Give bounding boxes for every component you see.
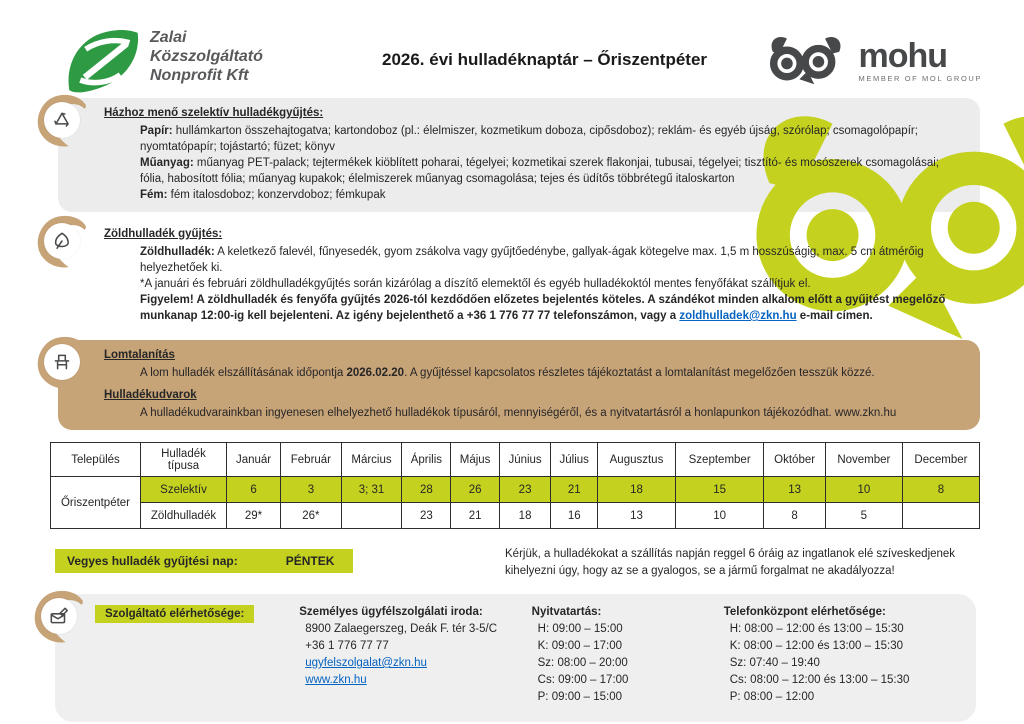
- col-header-month: Július: [551, 443, 598, 477]
- day-cell: 8: [764, 503, 825, 529]
- collection-calendar-table: [50, 442, 980, 529]
- day-cell: 23: [402, 503, 451, 529]
- contact-mail-icon: [48, 605, 70, 627]
- green-attention: Figyelem! A zöldhulladék és fenyőfa gyűjtés 2026-tól kezdődően előzetes bejelentés köteles. A szándékot minden alkalom előtt a gyűjtést megelőző munkanap 12:00-ig kell bejelenteni. Az igény bejelenthető a +36 1 776 77 77 telefonszámon, vagy a zoldhulladek@zkn.hu e-mail címen.: [140, 294, 946, 322]
- day-cell: 29*: [227, 503, 281, 529]
- col-header-month: Március: [341, 443, 402, 477]
- callcenter-hours-line: P: 08:00 – 12:00: [729, 691, 815, 703]
- metal-item: Fém: fém italosdoboz; konzervdoboz; fémkupak: [140, 189, 386, 201]
- office-contact-column: [299, 604, 531, 706]
- settlement-cell: Őriszentpéter: [51, 477, 141, 529]
- section-selective-collection: [58, 98, 980, 212]
- col-header-settlement: Település: [51, 443, 141, 477]
- office-heading: Személyes ügyfélszolgálati iroda:: [299, 606, 483, 618]
- mohu-wordmark: mohu: [858, 36, 948, 75]
- day-cell: [341, 503, 402, 529]
- day-cell: 13: [598, 503, 676, 529]
- waste-type-cell: Zöldhulladék: [141, 503, 227, 529]
- green-description: Zöldhulladék: A keletkező falevél, fűnyesedék, gyom zsákolva vagy gyűjtőedénybe, gallyak-ágak kötegelve max. 1,5 m hosszúságig, max. 5 cm átmérőig helyezhetőek ki.: [140, 246, 924, 274]
- bulky-text: A lom hulladék elszállításának időpontja 2026.02.20. A gyűjtéssel kapcsolatos részletes tájékoztatást a lomtalanítást megelőzően tesszük közzé.: [140, 367, 875, 379]
- opening-hours-line: K: 09:00 – 17:00: [537, 640, 623, 652]
- office-phone: +36 1 776 77 77: [305, 640, 389, 652]
- opening-hours-line: P: 09:00 – 15:00: [537, 691, 623, 703]
- office-website-link[interactable]: www.zkn.hu: [305, 674, 367, 686]
- day-cell: 13: [764, 477, 825, 503]
- mixed-waste-label: Vegyes hulladék gyűjtési nap:: [67, 554, 238, 568]
- callcenter-hours-line: H: 08:00 – 12:00 és 13:00 – 15:30: [729, 623, 904, 635]
- zalai-logo-text: Zalai Közszolgáltató Nonprofit Kft: [150, 29, 263, 84]
- paper-item: Papír: hullámkarton összehajtogatva; kartondoboz (pl.: élelmiszer, kozmetikum doboza, cipősdoboz); reklám- és egyéb újság, szórólap; csomagolópapír; nyomtatópapír; tojástartó; füzet; könyv: [140, 125, 918, 153]
- day-cell: 3: [281, 477, 342, 503]
- green-email-link[interactable]: zoldhulladek@zkn.hu: [679, 310, 797, 322]
- selective-heading: Házhoz menő szelektív hulladékgyűjtés:: [104, 107, 324, 119]
- recycling-icon: [51, 109, 73, 131]
- mohu-logo: [757, 32, 982, 90]
- office-address: 8900 Zalaegerszeg, Deák F. tér 3-5/C: [305, 623, 498, 635]
- opening-heading: Nyitvatartás:: [531, 606, 602, 618]
- opening-hours-column: [532, 604, 724, 706]
- furniture-icon: [51, 351, 73, 373]
- yards-heading: Hulladékudvarok: [104, 389, 197, 401]
- bulky-section-icon: [36, 334, 94, 392]
- waste-type-cell: Szelektív: [141, 477, 227, 503]
- col-header-month: Szeptember: [675, 443, 764, 477]
- plastic-item: Műanyag: műanyag PET-palack; tejtermékek kiöblített poharai, tégelyei; kozmetikai szerek flakonjai, tubusai, tégelyei; tisztító- és mosószerek csomagolásai; fólia, habosított fólia; műanyag kupakok; élelmiszerek műanyag csomagolása; tejes és üdítős többrétegű italoskarton: [140, 157, 939, 185]
- green-heading: Zöldhulladék gyűjtés:: [104, 228, 223, 240]
- placement-note: Kérjük, a hulladékokat a szállítás napján reggel 6 óráig az ingatlanok elé szíveskedjenek kihelyezni úgy, hogy az se a gyalogos, se a jármű forgalmat ne akadályozza!: [505, 548, 956, 577]
- day-cell: 10: [825, 477, 902, 503]
- day-cell: 15: [675, 477, 764, 503]
- leaf-icon: [51, 230, 73, 252]
- day-cell: 6: [227, 477, 281, 503]
- yards-text: A hulladékudvarainkban ingyenesen elhelyezhető hulladékok típusáról, mennyiségéről, és a nyitvatartásról a honlapunkon tájékozódhat. www.zkn.hu: [140, 407, 897, 419]
- table-header-row: [51, 443, 980, 477]
- col-header-month: Február: [281, 443, 342, 477]
- opening-hours-line: Sz: 08:00 – 20:00: [537, 657, 628, 669]
- day-cell: 18: [499, 503, 551, 529]
- leaf-logo-icon: [62, 24, 144, 98]
- day-cell: 10: [675, 503, 764, 529]
- table-row-selective: [51, 477, 980, 503]
- mixed-waste-day-bar: [55, 549, 353, 573]
- opening-hours-line: H: 09:00 – 15:00: [537, 623, 623, 635]
- mixed-waste-day: PÉNTEK: [285, 554, 335, 568]
- mohu-tagline: MEMBER OF MOL GROUP: [858, 73, 982, 83]
- day-cell: 3; 31: [341, 477, 402, 503]
- day-cell: 21: [451, 503, 499, 529]
- col-header-month: December: [902, 443, 979, 477]
- page-title: 2026. évi hulladéknaptár – Őriszentpéter: [381, 50, 708, 69]
- col-header-month: Május: [451, 443, 499, 477]
- table-row-green: [51, 503, 980, 529]
- contact-section-icon: [33, 588, 91, 646]
- green-january-note: *A januári és februári zöldhulladékgyűjtés során kizárólag a díszítő elemektől és egyéb hulladékoktól mentes fenyőfákat szállítjuk el.: [140, 278, 811, 290]
- section-bulky-waste: [58, 340, 980, 430]
- day-cell: 23: [499, 477, 551, 503]
- day-cell: 28: [402, 477, 451, 503]
- bulky-heading: Lomtalanítás: [104, 349, 175, 361]
- selective-section-icon: [36, 92, 94, 150]
- col-header-waste-type: Hulladék típusa: [141, 443, 227, 477]
- callcenter-hours-line: Cs: 08:00 – 12:00 és 13:00 – 15:30: [729, 674, 910, 686]
- mohu-owl-icon: [763, 32, 849, 90]
- provider-contact-box: [55, 594, 976, 722]
- callcenter-column: [724, 604, 958, 706]
- zalai-logo: [62, 24, 332, 102]
- opening-hours-line: Cs: 09:00 – 17:00: [537, 674, 629, 686]
- contact-badge: Szolgáltató elérhetősége:: [95, 605, 254, 623]
- callcenter-heading: Telefonközpont elérhetősége:: [723, 606, 886, 618]
- document-header: [0, 0, 1024, 98]
- col-header-month: Június: [499, 443, 551, 477]
- day-cell: 8: [902, 477, 979, 503]
- callcenter-hours-line: Sz: 07:40 – 19:40: [729, 657, 820, 669]
- day-cell: 26: [451, 477, 499, 503]
- col-header-month: Augusztus: [598, 443, 676, 477]
- section-green-waste: [58, 219, 980, 333]
- col-header-month: November: [825, 443, 902, 477]
- day-cell: 26*: [281, 503, 342, 529]
- col-header-month: Április: [402, 443, 451, 477]
- callcenter-hours-line: K: 08:00 – 12:00 és 13:00 – 15:30: [729, 640, 904, 652]
- green-section-icon: [36, 213, 94, 271]
- day-cell: 21: [551, 477, 598, 503]
- office-email-link[interactable]: ugyfelszolgalat@zkn.hu: [305, 657, 427, 669]
- day-cell: [902, 503, 979, 529]
- col-header-month: Október: [764, 443, 825, 477]
- day-cell: 16: [551, 503, 598, 529]
- day-cell: 5: [825, 503, 902, 529]
- col-header-month: Január: [227, 443, 281, 477]
- day-cell: 18: [598, 477, 676, 503]
